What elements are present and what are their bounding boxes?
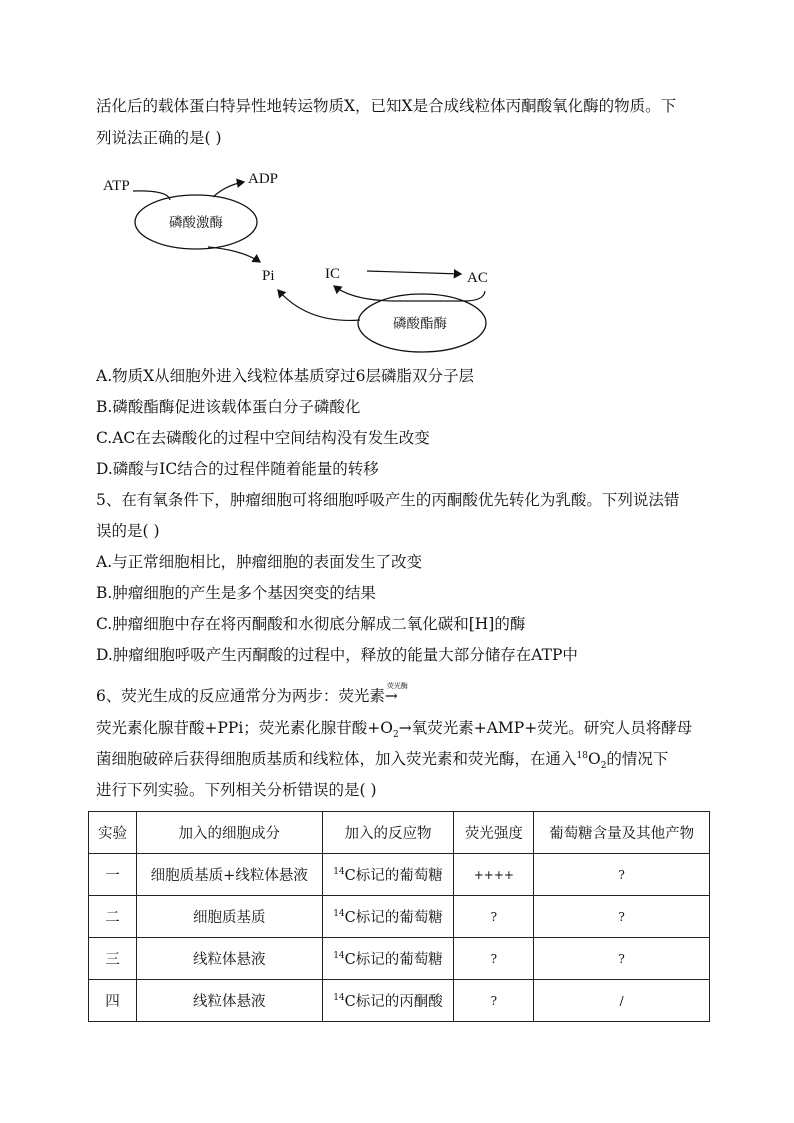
- question-6-stem-line2: [96, 718, 693, 741]
- question-6-stem-line3: [96, 749, 669, 772]
- pi-arrow-from-kinase: [208, 247, 260, 262]
- reactant-text: C标记的葡萄糖: [344, 868, 443, 884]
- experiment-id: 二: [89, 896, 137, 938]
- q5-option-a: A.与正常细胞相比，肿瘤细胞的表面发生了改变: [96, 553, 423, 571]
- phosphorylation-diagram: [0, 0, 794, 370]
- ac-label: AC: [467, 270, 488, 286]
- reactant-text: C标记的丙酮酸: [344, 994, 443, 1010]
- reaction-arrow-glyph: →: [384, 687, 398, 705]
- experiment-id: 四: [89, 980, 137, 1022]
- cell-reactant: [322, 980, 454, 1022]
- cell-intensity: ++++: [454, 854, 534, 896]
- ic-label: IC: [325, 266, 340, 282]
- isotope-sup: 14: [333, 867, 345, 878]
- reactant-text: C标记的葡萄糖: [344, 910, 443, 926]
- header-reactant: 加入的反应物: [322, 812, 454, 854]
- cell-intensity: ?: [454, 980, 534, 1022]
- cell-intensity: ?: [454, 896, 534, 938]
- kinase-label: 磷酸激酶: [169, 215, 223, 231]
- q5-option-b: B.肿瘤细胞的产生是多个基因突变的结果: [96, 584, 376, 602]
- pi-arrow-from-phosphatase: [278, 290, 360, 320]
- reactant-text: C标记的葡萄糖: [344, 952, 443, 968]
- table-row: [89, 980, 710, 1022]
- q4-option-d: D.磷酸与IC结合的过程伴随着能量的转移: [96, 460, 379, 478]
- cell-product: ?: [534, 896, 710, 938]
- ac-to-ic-arrow: [334, 286, 485, 301]
- experiment-id: 三: [89, 938, 137, 980]
- q4-option-a: A.物质X从细胞外进入线粒体基质穿过6层磷脂双分子层: [96, 367, 475, 385]
- q6-line1-text: 6、荧光生成的反应通常分为两步：荧光素: [96, 687, 385, 705]
- q6-line3-part-c: 的情况下: [606, 750, 669, 768]
- cell-product: /: [534, 980, 710, 1022]
- experiment-id: 一: [89, 854, 137, 896]
- header-product: 葡萄糖含量及其他产物: [534, 812, 710, 854]
- cell-reactant: [322, 938, 454, 980]
- question-6-stem-line1: [96, 682, 408, 706]
- q4-option-c: C.AC在去磷酸化的过程中空间结构没有发生改变: [96, 429, 430, 447]
- cell-product: ?: [534, 854, 710, 896]
- cell-reactant: [322, 854, 454, 896]
- question-4-stem-line2: 列说法正确的是( ): [96, 129, 222, 147]
- cell-component: 细胞质基质+线粒体悬液: [136, 854, 322, 896]
- isotope-sup: 14: [333, 951, 345, 962]
- cell-reactant: [322, 896, 454, 938]
- question-4-stem-line1: 活化后的载体蛋白特异性地转运物质X，已知X是合成线粒体丙酮酸氧化酶的物质。下: [96, 97, 677, 115]
- adp-label: ADP: [248, 171, 279, 187]
- question-5-stem-line1: 5、在有氧条件下，肿瘤细胞可将细胞呼吸产生的丙酮酸优先转化为乳酸。下列说法错: [96, 491, 680, 509]
- adp-arrow: [213, 182, 244, 197]
- header-intensity: 荧光强度: [454, 812, 534, 854]
- table-header-row: [89, 812, 710, 854]
- phosphatase-label: 磷酸酯酶: [393, 316, 447, 332]
- q6-line2-subscript: 2: [393, 730, 399, 741]
- q6-line3-part-b: O: [587, 750, 601, 768]
- q6-line3-part-a: 菌细胞破碎后获得细胞质基质和线粒体，加入荧光素和荧光酶，在通入: [96, 750, 577, 768]
- isotope-sup: 14: [333, 909, 345, 920]
- q6-line2-part-b: →氧荧光素+AMP+荧光。研究人员将酵母: [398, 719, 693, 737]
- reaction-arrow: [384, 682, 408, 706]
- isotope-sup: 14: [333, 993, 345, 1004]
- pi-label: Pi: [262, 268, 275, 284]
- question-6-stem-line4: 进行下列实验。下列相关分析错误的是( ): [96, 781, 377, 799]
- q6-line3-superscript: 18: [576, 750, 588, 761]
- q6-line2-part-a: 荧光素化腺苷酸+PPi；荧光素化腺苷酸+O: [96, 719, 393, 737]
- table-row: [89, 938, 710, 980]
- cell-component: 线粒体悬液: [136, 938, 322, 980]
- ic-to-ac-arrow: [367, 271, 461, 274]
- cell-component: 线粒体悬液: [136, 980, 322, 1022]
- header-experiment: 实验: [89, 812, 137, 854]
- question-5-stem-line2: 误的是( ): [96, 522, 160, 540]
- header-component: 加入的细胞成分: [136, 812, 322, 854]
- cell-component: 细胞质基质: [136, 896, 322, 938]
- reaction-arrow-label: 荧光酶: [386, 682, 408, 690]
- q5-option-c: C.肿瘤细胞中存在将丙酮酸和水彻底分解成二氧化碳和[H]的酶: [96, 615, 526, 633]
- atp-label: ATP: [103, 178, 130, 194]
- q6-line3-subscript: 2: [600, 761, 607, 772]
- table-row: [89, 854, 710, 896]
- q4-option-b: B.磷酸酯酶促进该载体蛋白分子磷酸化: [96, 398, 361, 416]
- table-row: [89, 896, 710, 938]
- cell-intensity: ?: [454, 938, 534, 980]
- cell-product: ?: [534, 938, 710, 980]
- experiment-table: [88, 811, 710, 1022]
- q5-option-d: D.肿瘤细胞呼吸产生丙酮酸的过程中，释放的能量大部分储存在ATP中: [96, 646, 578, 664]
